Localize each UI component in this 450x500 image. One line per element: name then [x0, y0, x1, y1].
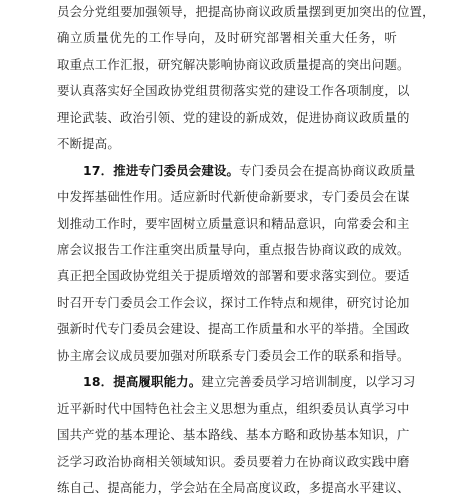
section-18-heading: 18．提高履职能力。	[83, 374, 202, 390]
paragraph-line: 不断提高。	[57, 136, 120, 152]
paragraph-line: 中发挥基础性作用。适应新时代新使命新要求，专门委员会在谋	[57, 189, 410, 205]
paragraph-line: 席会议报告工作注重突出质量导向，重点报告协商议政的成效。	[57, 242, 410, 257]
section-17-heading: 17．推进专门委员会建设。	[83, 162, 240, 178]
paragraph-line: 理论武装、政治引领、党的建设的新成效，促进协商议政质量的	[57, 109, 410, 125]
paragraph-line: 要认真落实好全国政协党组贯彻落实党的建设工作各项制度，以	[57, 83, 410, 99]
paragraph-line: 确立质量优先的工作导向，及时研究部署相关重大任务，听	[57, 30, 397, 46]
paragraph-line: 国共产党的基本理论、基本路线、基本方略和政协基本知识，广	[57, 427, 410, 443]
section-17-first-line	[83, 162, 416, 179]
paragraph-line: 员会分党组要加强领导，把提高协商议政质量摆到更加突出的位置，	[57, 4, 435, 19]
paragraph-line: 练自己、提高能力，学会站在全局高度议政，多提高水平建议、	[57, 480, 410, 495]
paragraph-line: 泛学习政治协商相关领域知识。委员要着力在协商议政实践中磨	[57, 453, 410, 469]
paragraph-line: 协主席会议成员要加强对所联系专门委员会工作的联系和指导。	[57, 347, 410, 363]
paragraph-line: 取重点工作汇报，研究解决影响协商议政质量提高的突出问题。	[57, 56, 410, 72]
section-18-first-line	[83, 374, 416, 390]
paragraph-line: 强新时代专门委员会建设、提高工作质量和水平的举措。全国政	[57, 321, 410, 337]
paragraph-line: 划推动工作时，要牢固树立质量意识和精品意识，向常委会和主	[57, 215, 410, 231]
paragraph-line: 近平新时代中国特色社会主义思想为重点，组织委员认真学习中	[57, 400, 410, 416]
paragraph-line: 时召开专门委员会工作会议，探讨工作特点和规律，研究讨论加	[57, 294, 410, 310]
paragraph-line: 真正把全国政协党组关于提质增效的部署和要求落实到位。要适	[57, 268, 410, 284]
section-17-first-line-text: 专门委员会在提高协商议政质量	[239, 162, 416, 178]
section-18-first-line-text: 建立完善委员学习培训制度，以学习习	[201, 374, 416, 390]
